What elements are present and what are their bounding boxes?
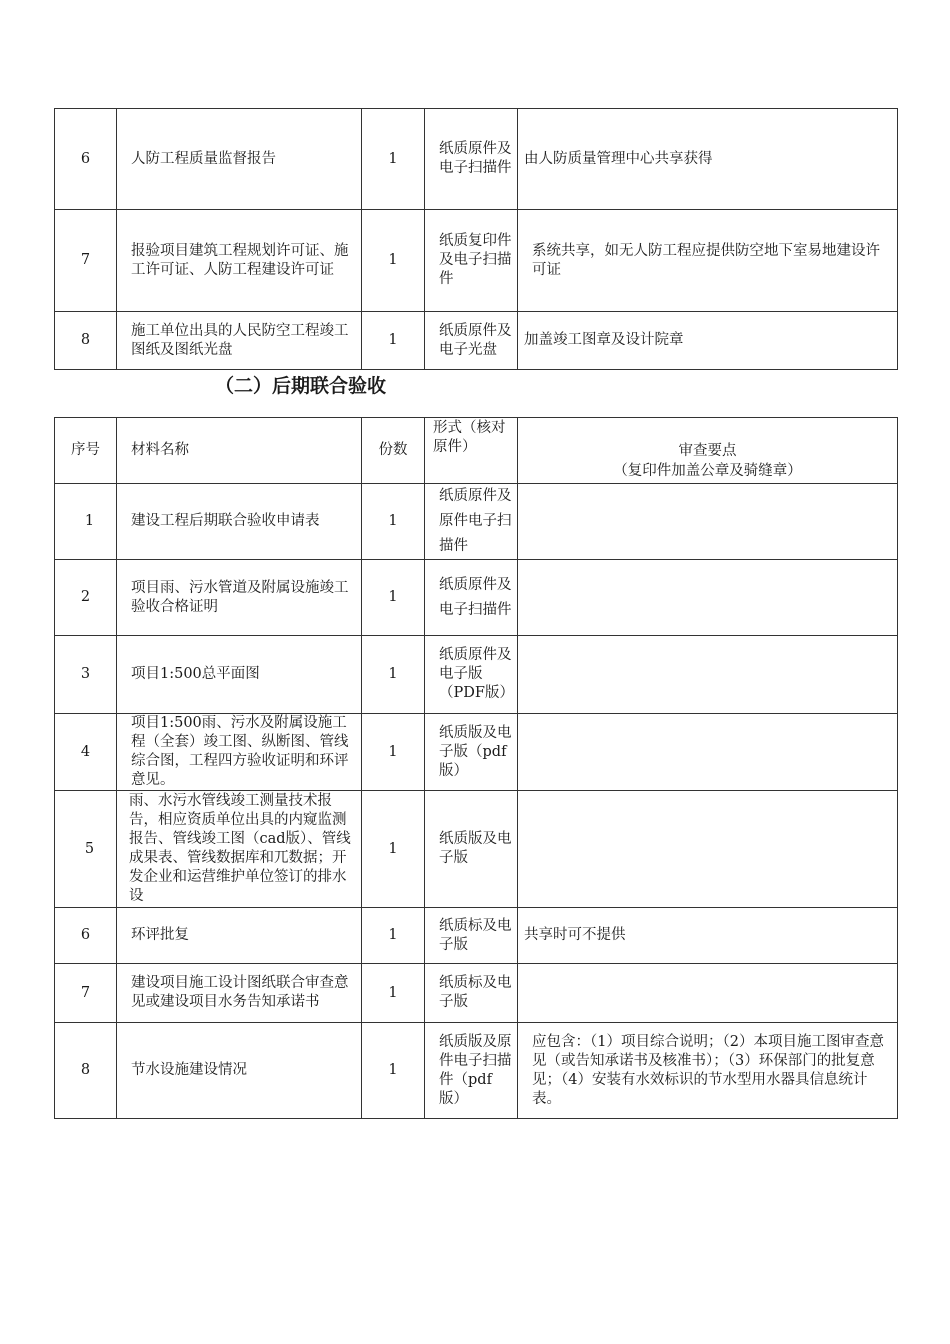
row-number: 8	[55, 312, 117, 370]
copy-count: 1	[362, 1023, 425, 1119]
copy-count: 1	[362, 791, 425, 908]
row-number: 6	[55, 109, 117, 210]
review-note	[518, 560, 898, 636]
header-form: 形式（核对原件）	[425, 418, 518, 484]
material-form: 纸质标及电子版	[425, 964, 518, 1023]
row-number: 2	[55, 560, 117, 636]
table-row	[55, 109, 898, 210]
row-number: 4	[55, 714, 117, 791]
table-row	[55, 908, 898, 964]
copy-count: 1	[362, 636, 425, 714]
materials-table-post-acceptance	[54, 417, 898, 1119]
header-review-title: 审查要点	[678, 443, 737, 459]
material-name: 报验项目建筑工程规划许可证、施工许可证、人防工程建设许可证	[117, 210, 362, 312]
review-note: 共享时可不提供	[518, 908, 898, 964]
material-form: 纸质原件及电子版（PDF版）	[425, 636, 518, 714]
copy-count: 1	[362, 908, 425, 964]
copy-count: 1	[362, 964, 425, 1023]
material-form: 纸质标及电子版	[425, 908, 518, 964]
material-name: 环评批复	[117, 908, 362, 964]
material-form: 纸质版及原件电子扫描件（pdf版）	[425, 1023, 518, 1119]
table-row	[55, 560, 898, 636]
review-note	[518, 964, 898, 1023]
review-note: 由人防质量管理中心共享获得	[518, 109, 898, 210]
row-number: 7	[55, 964, 117, 1023]
review-note: 应包含：（1）项目综合说明；（2）本项目施工图审查意见（或告知承诺书及核准书）；（3）环保部门的批复意见；（4）安装有水效标识的节水型用水器具信息统计表。	[518, 1023, 898, 1119]
material-name: 人防工程质量监督报告	[117, 109, 362, 210]
table-row	[55, 964, 898, 1023]
material-name: 雨、水污水管线竣工测量技术报告，相应资质单位出具的内窥监测报告、管线竣工图（cad版）、管线成果表、管线数据库和兀数据；开发企业和运营维护单位签订的排水设	[117, 791, 362, 908]
table-row	[55, 1023, 898, 1119]
material-name: 建设项目施工设计图纸联合审查意见或建设项目水务告知承诺书	[117, 964, 362, 1023]
review-note	[518, 791, 898, 908]
row-number: 3	[55, 636, 117, 714]
copy-count: 1	[362, 312, 425, 370]
table-header-row	[55, 418, 898, 484]
material-name: 项目1:500雨、污水及附属设施工程（全套）竣工图、纵断图、管线综合图，工程四方验收证明和环评意见。	[117, 714, 362, 791]
copy-count: 1	[362, 484, 425, 560]
material-form: 纸质原件及电子扫描件	[425, 560, 518, 636]
materials-table-continued	[54, 108, 898, 370]
review-note	[518, 636, 898, 714]
material-form: 纸质版及电子版（pdf版）	[425, 714, 518, 791]
table-row	[55, 636, 898, 714]
header-material-name: 材料名称	[117, 418, 362, 484]
table-row	[55, 484, 898, 560]
material-form: 纸质版及电子版	[425, 791, 518, 908]
material-form: 纸质原件及电子光盘	[425, 312, 518, 370]
row-number: 6	[55, 908, 117, 964]
row-number: 1	[55, 484, 117, 560]
material-form: 纸质原件及原件电子扫描件	[425, 484, 518, 560]
row-number: 8	[55, 1023, 117, 1119]
review-note: 加盖竣工图章及设计院章	[518, 312, 898, 370]
table-row	[55, 714, 898, 791]
section-title: （二）后期联合验收	[215, 375, 387, 397]
review-note: 系统共享，如无人防工程应提供防空地下室易地建设许可证	[518, 210, 898, 312]
material-name: 建设工程后期联合验收申请表	[117, 484, 362, 560]
material-name: 节水设施建设情况	[117, 1023, 362, 1119]
copy-count: 1	[362, 210, 425, 312]
material-form: 纸质原件及电子扫描件	[425, 109, 518, 210]
copy-count: 1	[362, 560, 425, 636]
header-number: 序号	[55, 418, 117, 484]
header-review-points	[518, 418, 898, 484]
header-review-subtitle: （复印件加盖公章及骑缝章）	[613, 463, 802, 479]
table-row	[55, 312, 898, 370]
table-row	[55, 791, 898, 908]
copy-count: 1	[362, 109, 425, 210]
review-note	[518, 484, 898, 560]
header-copies: 份数	[362, 418, 425, 484]
row-number: 5	[55, 791, 117, 908]
review-note	[518, 714, 898, 791]
material-form: 纸质复印件及电子扫描件	[425, 210, 518, 312]
material-name: 施工单位出具的人民防空工程竣工图纸及图纸光盘	[117, 312, 362, 370]
copy-count: 1	[362, 714, 425, 791]
material-name: 项目1:500总平面图	[117, 636, 362, 714]
material-name: 项目雨、污水管道及附属设施竣工验收合格证明	[117, 560, 362, 636]
table-row	[55, 210, 898, 312]
row-number: 7	[55, 210, 117, 312]
